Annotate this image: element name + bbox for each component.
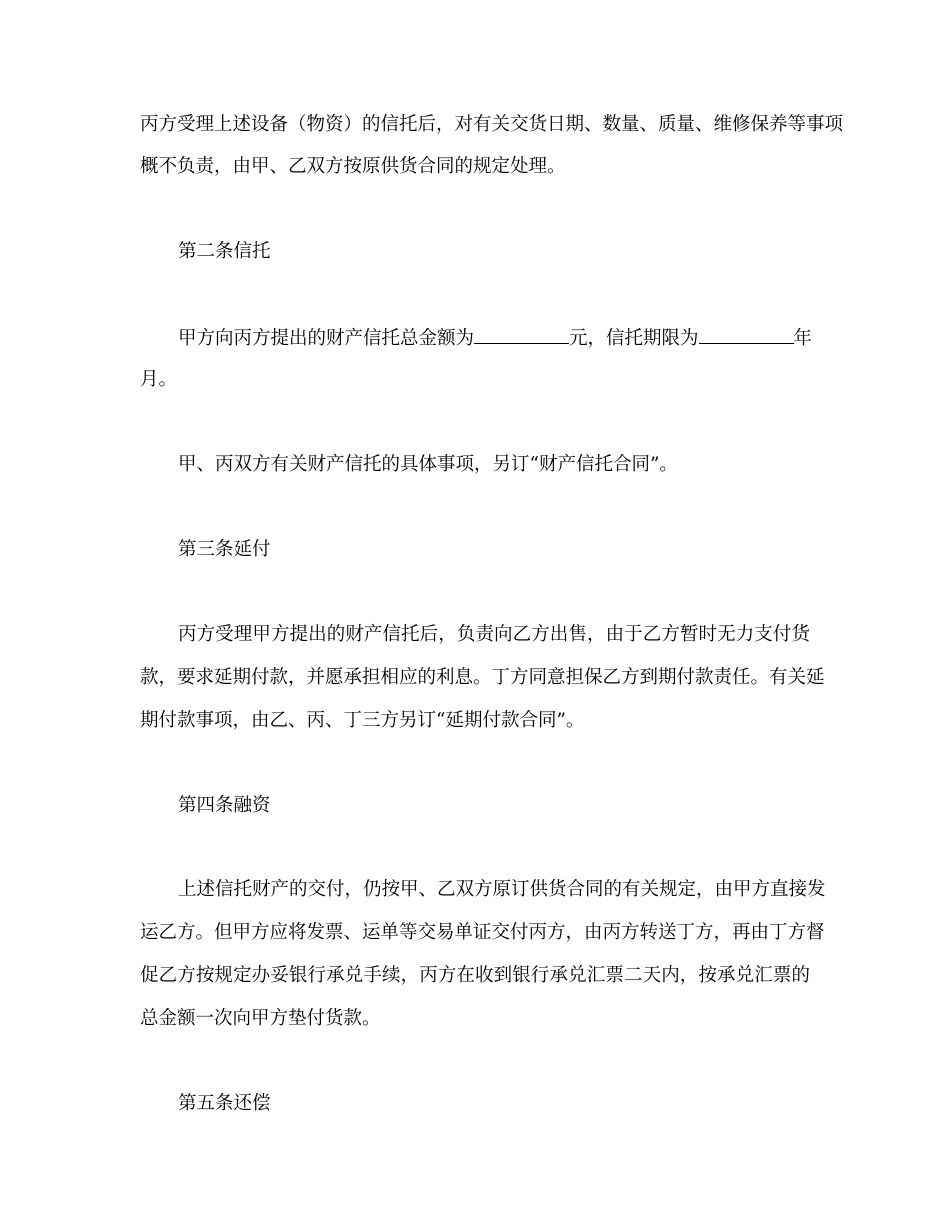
paragraph-line — [178, 325, 813, 351]
text: 年 — [793, 328, 813, 349]
section-heading: 第四条融资 — [178, 795, 271, 816]
paragraph-line: 甲、丙双方有关财产信托的具体事项，另订“财产信托合同”。 — [178, 454, 678, 475]
text: 甲方向丙方提出的财产信托总金额为 — [178, 328, 475, 349]
section-heading: 第二条信托 — [178, 241, 271, 262]
paragraph-line: 促乙方按规定办妥银行承兑手续，丙方在收到银行承兑汇票二天内，按承兑汇票的 — [140, 965, 810, 986]
paragraph-line: 丙方受理上述设备（物资）的信托后，对有关交货日期、数量、质量、维修保养等事项 — [140, 114, 844, 135]
text: 元，信托期限为 — [569, 328, 699, 349]
paragraph-line: 款，要求延期付款，并愿承担相应的利息。丁方同意担保乙方到期付款责任。有关延 — [140, 667, 825, 688]
amount-blank — [474, 325, 569, 344]
paragraph-line: 期付款事项，由乙、丙、丁三方另订“延期付款合同”。 — [140, 710, 585, 731]
paragraph-line: 概不负责，由甲、乙双方按原供货合同的规定处理。 — [140, 156, 566, 177]
term-blank — [699, 325, 794, 344]
paragraph-line: 上述信托财产的交付，仍按甲、乙双方原订供货合同的有关规定，由甲方直接发 — [178, 879, 826, 900]
paragraph-line: 运乙方。但甲方应将发票、运单等交易单证交付丙方，由丙方转送丁方，再由丁方督 — [140, 922, 825, 943]
section-heading: 第五条还偿 — [178, 1093, 271, 1114]
paragraph-line: 总金额一次向甲方垫付货款。 — [140, 1008, 381, 1029]
section-heading: 第三条延付 — [178, 539, 271, 560]
paragraph-line: 丙方受理甲方提出的财产信托后，负责向乙方出售，由于乙方暂时无力支付货 — [178, 624, 810, 645]
paragraph-line: 月。 — [140, 369, 178, 390]
